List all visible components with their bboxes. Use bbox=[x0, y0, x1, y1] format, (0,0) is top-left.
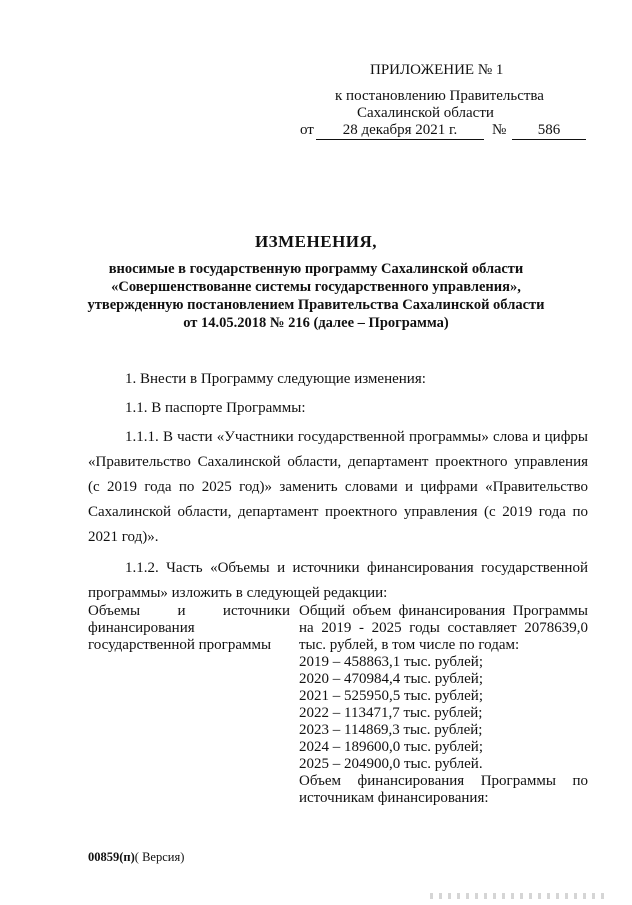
annex-reference-line2: Сахалинской области bbox=[357, 105, 494, 121]
annex-date-line bbox=[300, 121, 590, 141]
paragraph-1-1-2: 1.1.2. Часть «Объемы и источники финансирования государственной программы» изложить в следующей редакции: bbox=[88, 560, 588, 601]
decree-date: 28 декабря 2021 г. bbox=[316, 121, 484, 140]
document-version: ( Версия) bbox=[134, 850, 185, 864]
left-cell-line3: государственной программы bbox=[88, 637, 272, 653]
year-row: 2024 – 189600,0 тыс. рублей; bbox=[299, 739, 483, 755]
document-title: ИЗМЕНЕНИЯ, bbox=[254, 232, 378, 251]
paragraph-1-1-1: 1.1.1. В части «Участники государственной программы» слова и цифры «Правительство Сахалинской области, департамент проектного управления (с 2019 года по 2025 год)» заменить словами и цифрами «Правительство Сахалинской области, департамент проектного управления (с 2019 года по 2021 год)». bbox=[88, 429, 588, 545]
year-row: 2023 – 114869,3 тыс. рублей; bbox=[299, 722, 483, 738]
year-row: 2025 – 204900,0 тыс. рублей. bbox=[299, 756, 483, 772]
scan-artifact bbox=[430, 893, 610, 899]
annex-reference-line1: к постановлению Правительства bbox=[335, 88, 544, 104]
document-code: 00859(п) bbox=[88, 850, 135, 864]
financing-outro: Объем финансирования Программы по источникам финансирования: bbox=[299, 773, 588, 806]
left-cell-word3: источники bbox=[222, 603, 290, 619]
document-footer bbox=[88, 850, 184, 865]
year-row: 2019 – 458863,1 тыс. рублей; bbox=[299, 654, 483, 670]
document-body bbox=[88, 367, 588, 606]
left-cell-line2: финансирования bbox=[88, 620, 195, 636]
document-heading bbox=[60, 232, 572, 332]
annex-title: ПРИЛОЖЕНИЕ № 1 bbox=[370, 62, 504, 78]
paragraph-1: 1. Внести в Программу следующие изменения: bbox=[125, 371, 426, 387]
table-left-cell bbox=[88, 603, 290, 654]
table-right-cell bbox=[299, 603, 588, 807]
left-cell-word1: Объемы bbox=[88, 603, 141, 619]
paragraph-1-1: 1.1. В паспорте Программы: bbox=[125, 400, 306, 416]
left-cell-word2: и bbox=[177, 603, 186, 619]
document-subtitle-line1: вносимые в государственную программу Сахалинской области bbox=[108, 261, 524, 277]
document-subtitle-line4: от 14.05.2018 № 216 (далее – Программа) bbox=[183, 315, 449, 331]
document-subtitle-line2: «Совершенствованне системы государственного управления», bbox=[111, 279, 521, 295]
financing-intro: Общий объем финансирования Программы на 2019 - 2025 годы составляет 2078639,0 тыс. рублей, в том числе по годам: bbox=[299, 603, 588, 653]
year-row: 2020 – 470984,4 тыс. рублей; bbox=[299, 671, 483, 687]
decree-number: 586 bbox=[512, 121, 586, 140]
year-row: 2021 – 525950,5 тыс. рублей; bbox=[299, 688, 483, 704]
year-row: 2022 – 113471,7 тыс. рублей; bbox=[299, 705, 483, 721]
number-sign: № bbox=[492, 122, 507, 138]
document-subtitle-line3: утвержденную постановлением Правительства Сахалинской области bbox=[87, 297, 545, 313]
from-label: от bbox=[300, 122, 314, 138]
